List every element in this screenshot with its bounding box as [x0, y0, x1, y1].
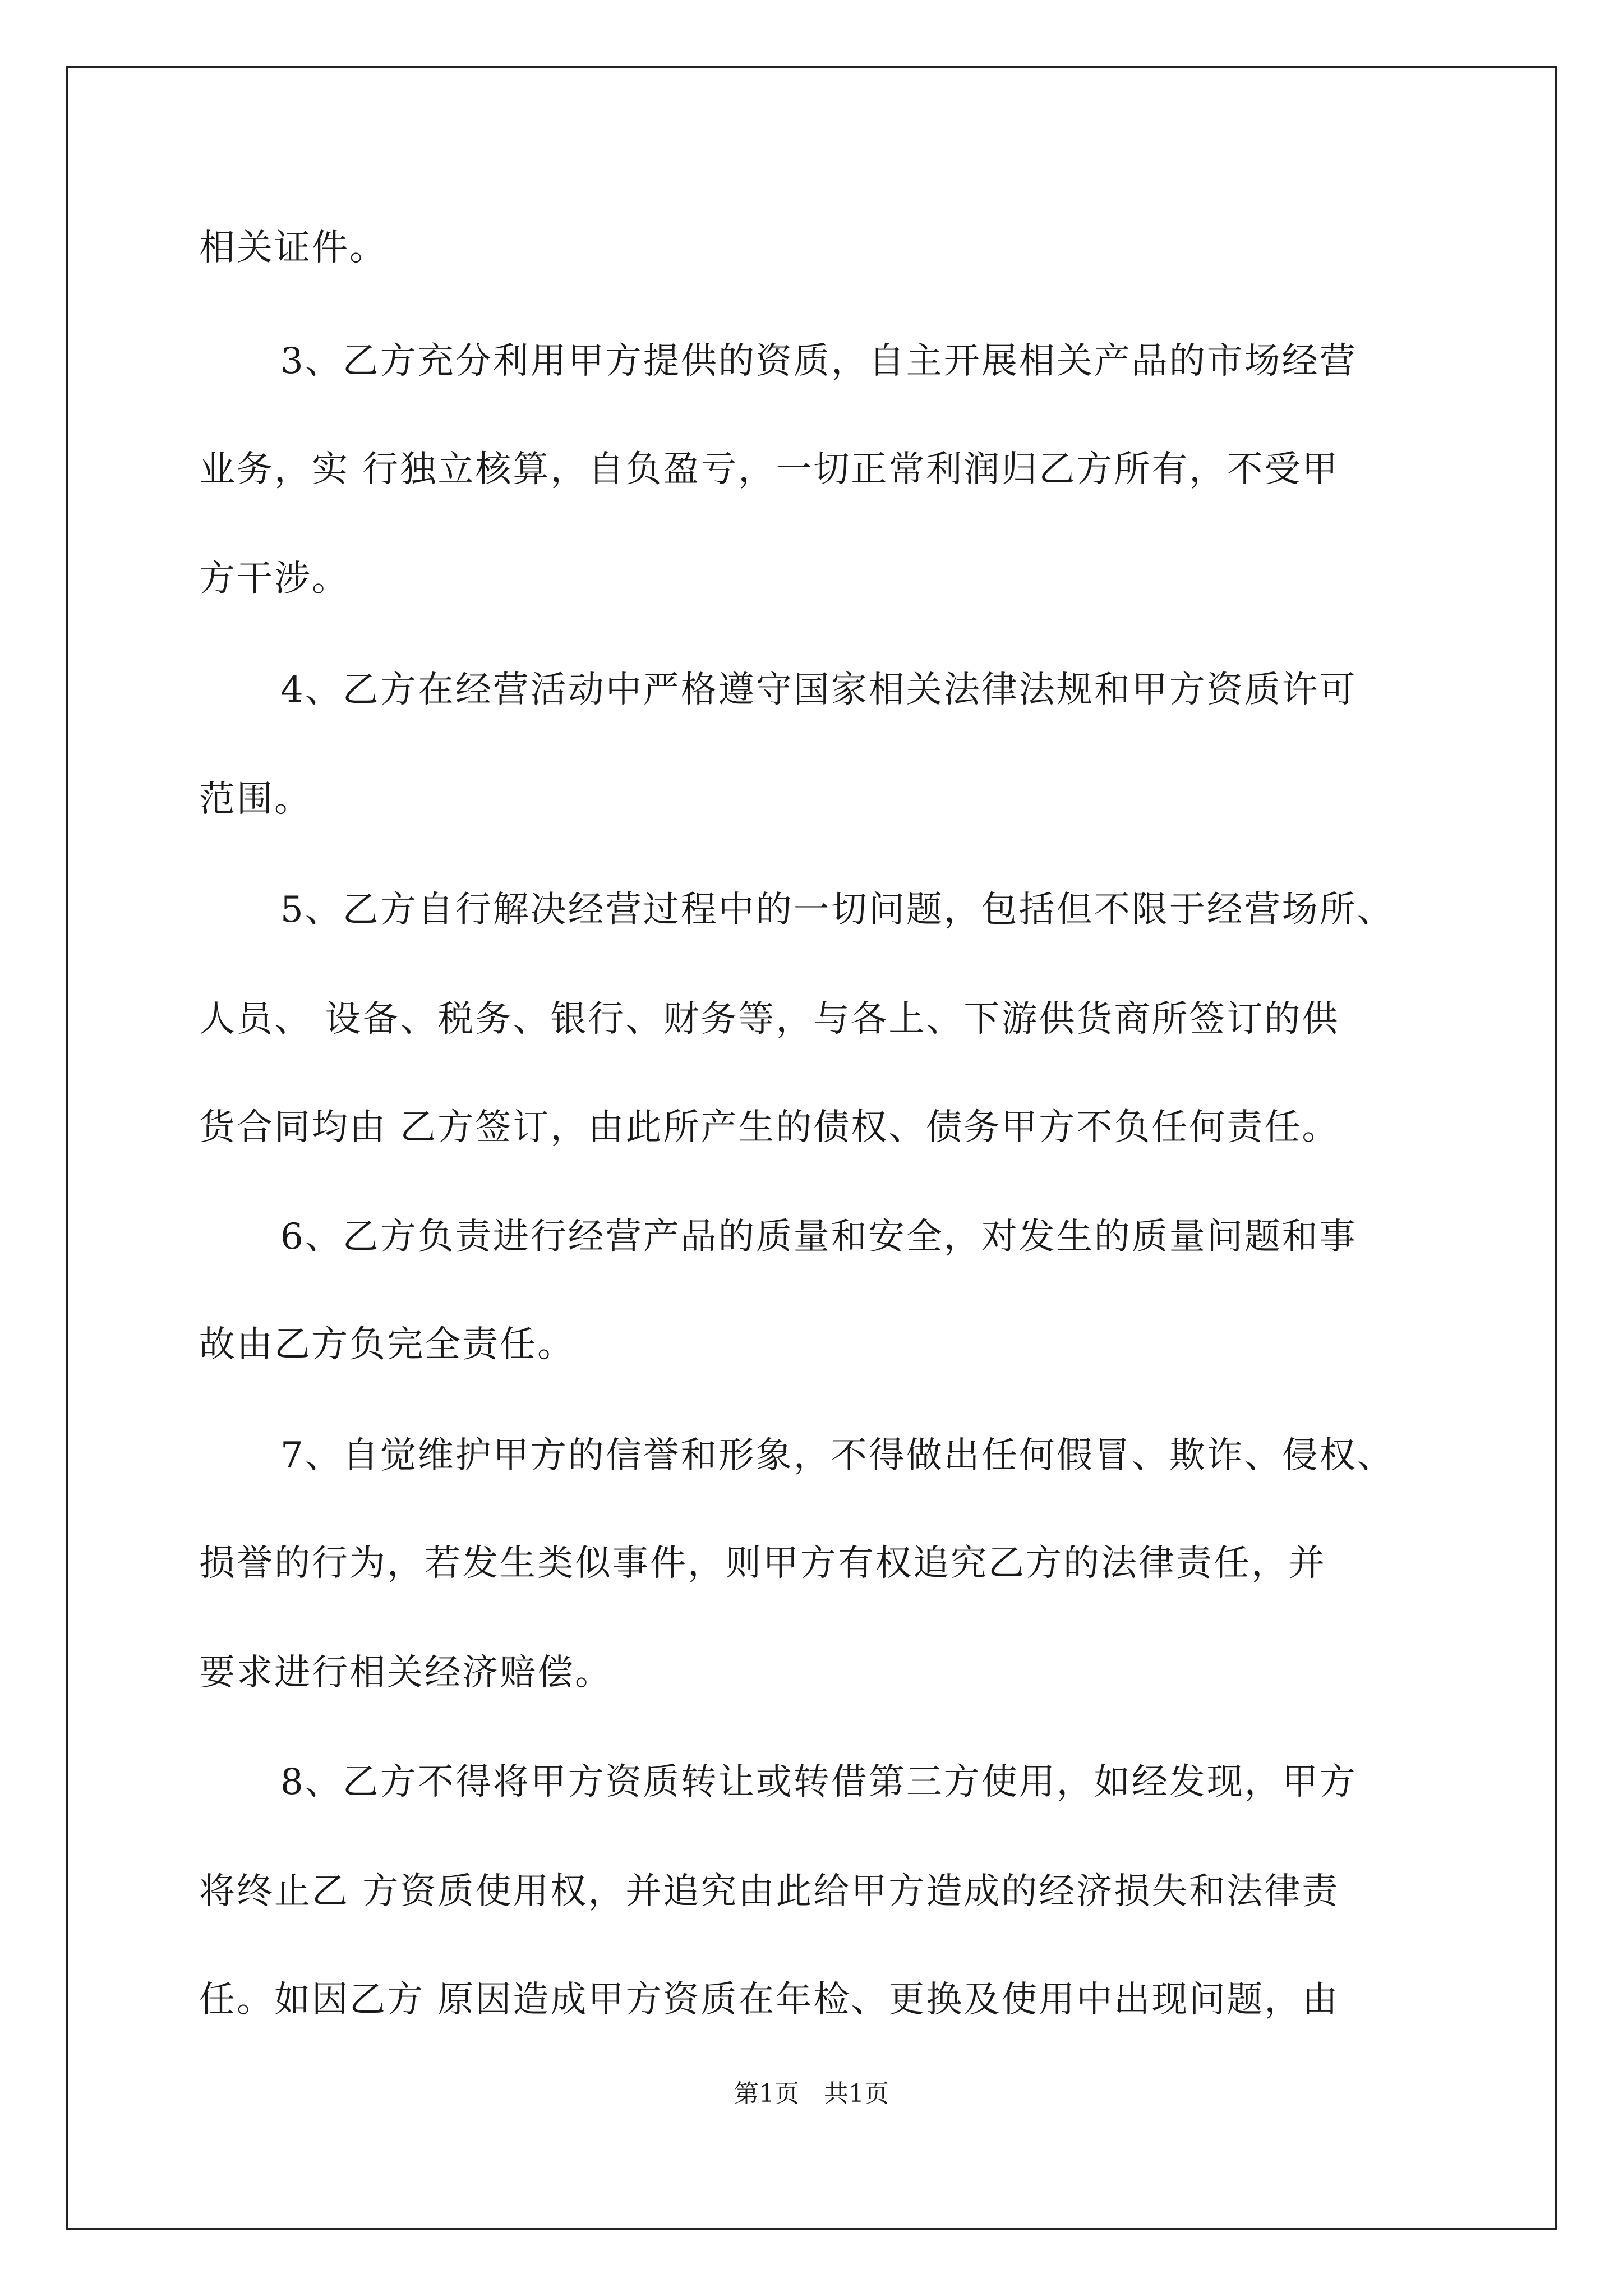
text-line: 相关证件。 — [199, 227, 387, 269]
paragraph-start-line: 8、乙方不得将甲方资质转让或转借第三方使用，如经发现，甲方 — [280, 1761, 1357, 1803]
paragraph-start-line: 7、自觉维护甲方的信誉和形象，不得做出任何假冒、欺诈、侵权、 — [280, 1435, 1395, 1476]
paragraph-start-line: 4、乙方在经营活动中严格遵守国家相关法律法规和甲方资质许可 — [280, 669, 1357, 711]
text-line: 故由乙方负完全责任。 — [199, 1324, 575, 1365]
text-line: 人员、 设备、税务、银行、财务等，与各上、下游供货商所签订的供 — [199, 999, 1340, 1040]
paragraph-start-line: 5、乙方自行解决经营过程中的一切问题，包括但不限于经营场所、 — [280, 889, 1395, 931]
text-line: 任。如因乙方 原因造成甲方资质在年检、更换及使用中出现问题，由 — [199, 1979, 1340, 2021]
page-number-footer: 第1页 共1页 — [734, 2079, 889, 2108]
text-line: 要求进行相关经济赔偿。 — [199, 1652, 612, 1694]
paragraph-start-line: 6、乙方负责进行经营产品的质量和安全，对发生的质量问题和事 — [280, 1216, 1357, 1258]
text-line: 损誉的行为，若发生类似事件，则甲方有权追究乙方的法律责任，并 — [199, 1543, 1326, 1584]
text-line: 范围。 — [199, 779, 312, 820]
text-line: 将终止乙 方资质使用权，并追究由此给甲方造成的经济损失和法律责 — [199, 1871, 1340, 1912]
text-line: 业务，实 行独立核算，自负盈亏，一切正常利润归乙方所有，不受甲 — [199, 449, 1340, 490]
text-line: 货合同均由 乙方签订，由此所产生的债权、债务甲方不负任何责任。 — [199, 1107, 1340, 1148]
paragraph-start-line: 3、乙方充分利用甲方提供的资质，自主开展相关产品的市场经营 — [280, 341, 1357, 382]
text-line: 方干涉。 — [199, 558, 349, 600]
